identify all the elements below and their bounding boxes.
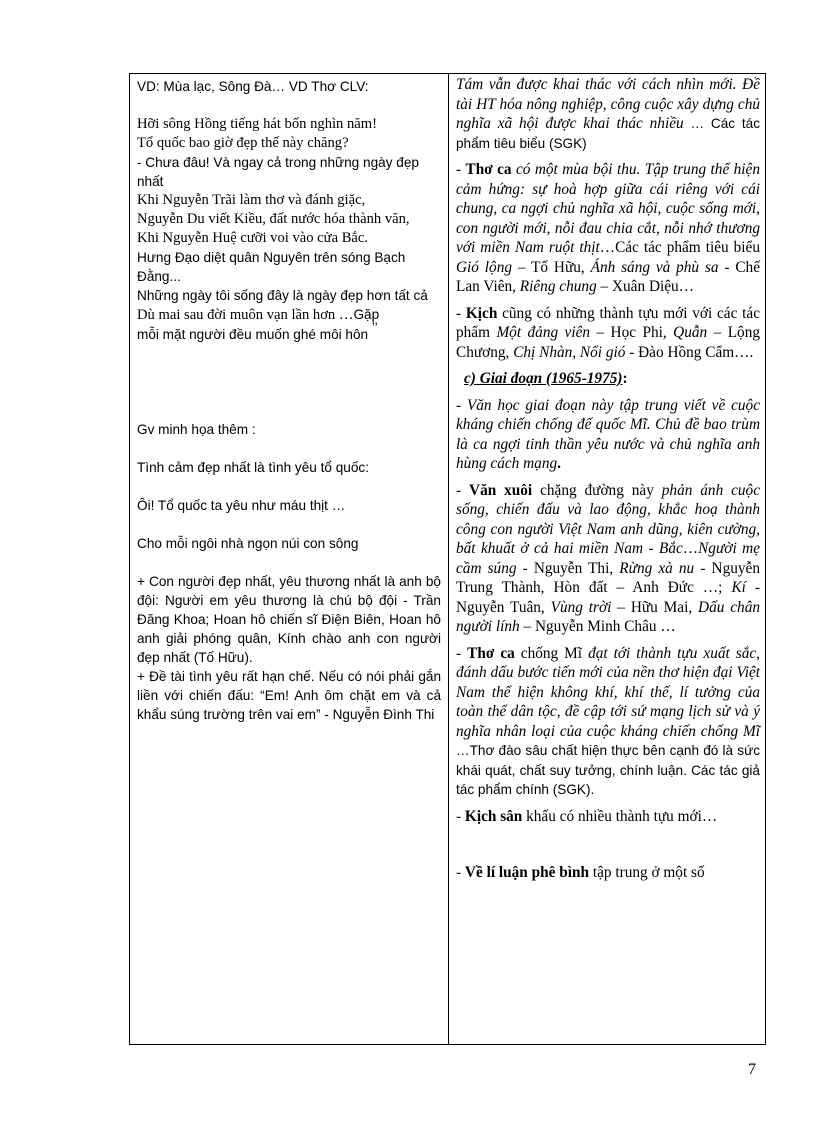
poem-last-line: Dù mai sau đời muôn vạn lần hơn …Gặp: [137, 307, 380, 323]
paragraph-poetry: - Thơ ca có một mùa bội thu. Tập trung thể hiện cảm hứng: sự hoà hợp giữa cái riêng với cái chung, ca ngợi chủ nghĩa xã hội, cuộc sống mới, con người mới, nỗi đau chia cắt, nỗi nhớ thương với miền Nam ruột thịt…Các tác phẩm tiêu biểu Gió lộng – Tố Hữu, Ánh sáng và phù sa - Chế Lan Viên, Riêng chung – Xuân Diệu…: [456, 161, 760, 295]
gv-note: Gv minh họa thêm :: [137, 422, 256, 437]
left-column: [137, 77, 441, 724]
paragraph-prose: - Văn xuôi chặng đường này phản ánh cuộc sống, chiến đấu và lao động, khắc hoạ thành công con người Việt Nam anh dũng, kiên cường, bất khuất ở cả hai miền Nam - Bắc…Người mẹ cầm súng - Nguyễn Thi, Rừng xà nu - Nguyễn Trung Thành, Hòn đất – Anh Đức …; Kí - Nguyễn Tuân, Vùng trời – Hữu Mai, Dấu chân người lính – Nguyễn Minh Châu …: [456, 481, 760, 635]
love-theme-paragraph: + Đề tài tình yêu rất hạn chế. Nếu có nói phải gắn liền với chiến đấu: “Em! Anh ôm chặt em và cả khẩu súng trường trên vai em” - Nguyễn Đình Thi: [137, 669, 441, 722]
poem-line: Khi Nguyễn Trãi làm thơ và đánh giặc,: [137, 192, 366, 208]
section-heading: c) Giai đoạn (1965-1975):: [464, 370, 628, 387]
page-number: 7: [748, 1061, 756, 1078]
content-table: [129, 73, 766, 1045]
love-of-country-line: Tình cảm đẹp nhất là tình yêu tổ quốc:: [137, 460, 369, 475]
poem-quote-2: Cho mỗi ngôi nhà ngọn núi con sông: [137, 536, 359, 551]
paragraph-themes: Tám vẫn được khai thác với cách nhìn mới. Đề tài HT hóa nông nghiệp, công cuộc xây dựng chủ nghĩa xã hội được khai thác nhiều … Các tác phẩm tiêu biểu (SGK): [456, 76, 760, 151]
paragraph-drama: - Kịch cũng có những thành tựu mới với các tác phẩm Một đảng viên – Học Phi, Quẫn – Lộng Chương, Chị Nhàn, Nổi gió - Đào Hồng Cẩm….: [456, 304, 760, 361]
right-column: [456, 75, 760, 890]
poem-line: - Chưa đâu! Và ngay cả trong những ngày đẹp nhất: [137, 155, 419, 189]
vd-line: VD: Mùa lạc, Sông Đà… VD Thơ CLV:: [137, 79, 369, 94]
poem-line: Nguyễn Du viết Kiều, đất nước hóa thành văn,: [137, 211, 410, 227]
poem-line: Tổ quốc bao giờ đẹp thế này chăng?: [137, 135, 349, 151]
poem-line: Những ngày tôi sống đây là ngày đẹp hơn tất cả: [137, 288, 428, 303]
paragraph-stage-drama: - Kịch sân khấu có nhiều thành tựu mới…: [456, 807, 718, 825]
column-divider: [448, 74, 449, 1044]
poem-quote-1: Ôi! Tổ quốc ta yêu như máu thịt …: [137, 498, 346, 513]
poem-line: Hỡi sông Hồng tiếng hát bốn nghìn năm!: [137, 116, 377, 132]
poem-last-line-2: mỗi mặt người đều muốn ghé môi hôn ’’: [137, 320, 378, 342]
soldier-paragraph: + Con người đẹp nhất, yêu thương nhất là anh bộ đội: Người em yêu thương là chú bộ đội - Trần Đăng Khoa; Hoan hô chiến sĩ Điện Biên, Hoan hô anh giải phóng quân, Kính chào anh con người đẹp nhất (Tố Hữu).: [137, 574, 441, 665]
poem-line: Hưng Đạo diệt quân Nguyên trên sóng Bạch Đằng...: [137, 250, 406, 284]
paragraph-overview: - Văn học giai đoạn này tập trung viết về cuộc kháng chiến chống đế quốc Mĩ. Chủ đề bao trùm là ca ngợi tinh thần yêu nước và chủ nghĩa anh hùng cách mạng.: [456, 396, 760, 472]
paragraph-criticism: - Về lí luận phê bình tập trung ở một số: [456, 864, 705, 881]
poem-line: Khi Nguyễn Huệ cưỡi voi vào cửa Bắc.: [137, 230, 369, 246]
paragraph-anti-us-poetry: - Thơ ca chống Mĩ đạt tới thành tựu xuất sắc, đánh dấu bước tiến mới của nền thơ hiện đại Việt Nam thể hiện không khí, khí thế, lí tưởng của toàn thể dân tộc, đề cập tới sứ mạng lịch sử và ý nghĩa nhân loại của cuộc kháng chiến chống Mĩ …Thơ đào sâu chất hiện thực bên cạnh đó là sức khái quát, chất suy tưởng, chính luận. Các tác giả tác phẩm chính (SGK).: [456, 644, 760, 797]
